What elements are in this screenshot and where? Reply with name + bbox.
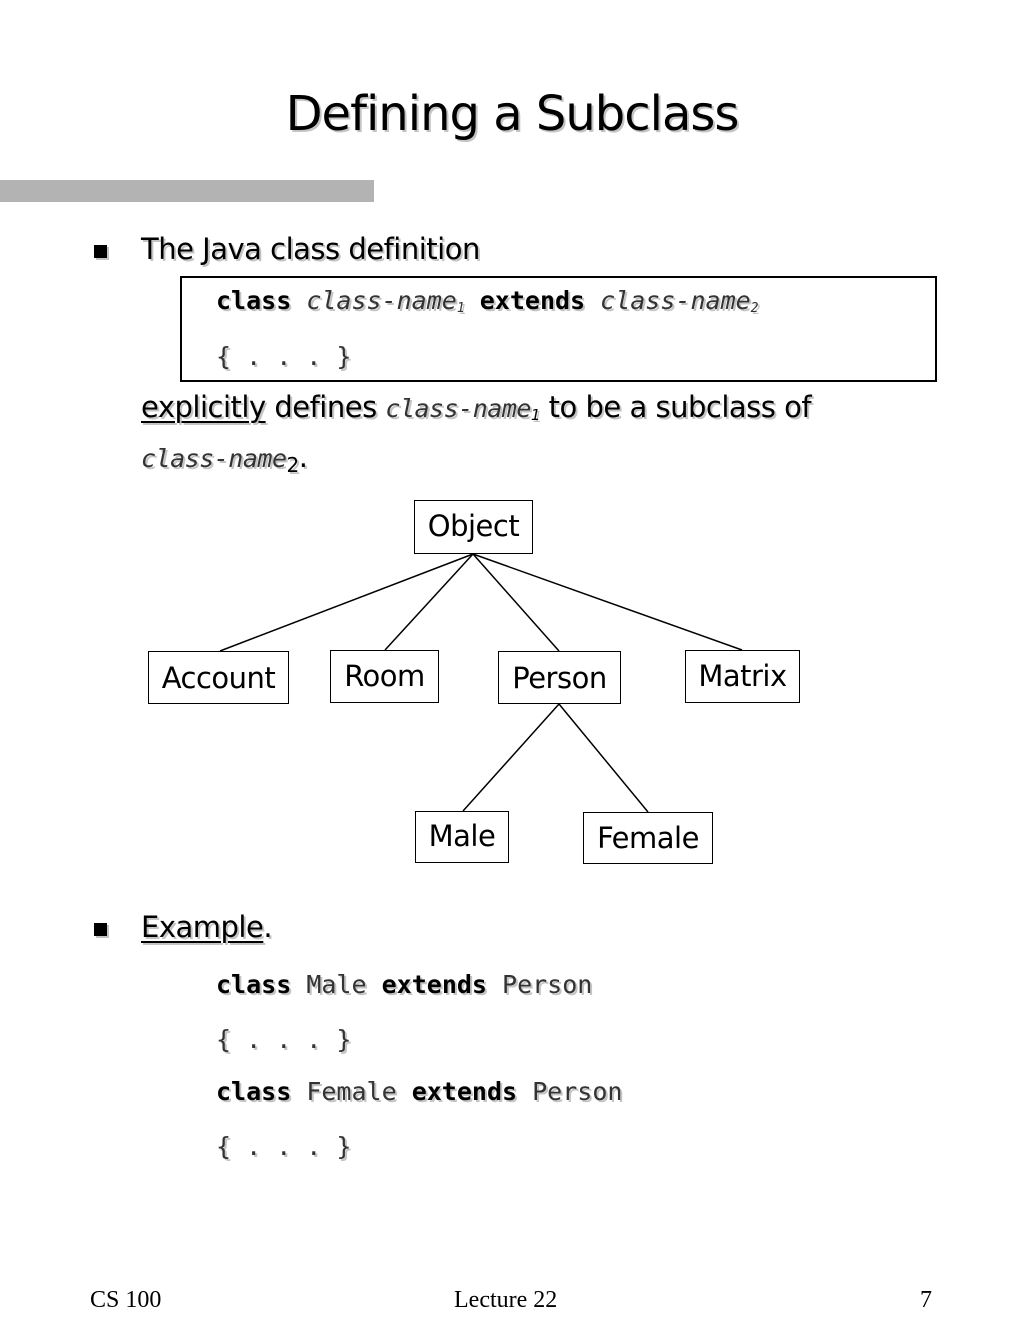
footer-course: CS 100 (90, 1287, 162, 1313)
edge-object-room (385, 554, 473, 650)
example-label: Example (141, 910, 264, 944)
footer-page-number: 7 (920, 1287, 932, 1313)
keyword-extends: extends (479, 286, 586, 315)
example-period: . (263, 910, 273, 944)
edge-object-matrix (473, 554, 742, 650)
class-name-2: class-name (600, 286, 751, 315)
defines-word: defines (265, 390, 386, 424)
to-be-subclass-text: to be a subclass of (539, 390, 812, 424)
explicitly-word: explicitly (141, 390, 266, 424)
edge-person-female (559, 704, 648, 812)
example-body-female: { . . . } (216, 1132, 352, 1161)
example-body-male: { . . . } (216, 1025, 352, 1054)
example-line-female (216, 1077, 622, 1106)
page-title: Defining a Subclass (285, 86, 739, 142)
parent-class-person: Person (532, 1077, 623, 1106)
subscript-2: 2 (750, 301, 759, 316)
keyword-class: class (216, 970, 292, 999)
subscript-1: 1 (456, 301, 465, 316)
explanation-subscript-2: 2 (286, 453, 299, 477)
node-male: Male (415, 811, 509, 863)
node-object: Object (414, 500, 533, 554)
example-line-male (216, 970, 592, 999)
class-name-1: class-name (306, 286, 457, 315)
edge-object-account (220, 554, 473, 651)
keyword-class: class (216, 286, 292, 315)
example-heading (141, 910, 272, 944)
footer-lecture: Lecture 22 (454, 1287, 558, 1313)
node-account: Account (148, 651, 289, 704)
class-name-male: Male (306, 970, 367, 999)
keyword-extends: extends (411, 1077, 518, 1106)
bullet1-text: The Java class definition (141, 232, 480, 266)
keyword-extends: extends (381, 970, 487, 999)
explanation-class-name-2: class-name (141, 444, 287, 473)
explanation-class-name-1: class-name (385, 394, 531, 423)
explanation-period: . (298, 440, 308, 474)
node-female: Female (583, 812, 713, 864)
class-name-female: Female (306, 1077, 397, 1106)
explanation-subscript-1: 1 (530, 406, 540, 424)
bullet-square-icon (94, 923, 107, 936)
keyword-class: class (216, 1077, 292, 1106)
node-room: Room (330, 650, 439, 703)
edge-person-male (463, 704, 559, 811)
node-person: Person (498, 651, 621, 704)
parent-class-person: Person (502, 970, 593, 999)
node-matrix: Matrix (685, 650, 800, 703)
code-body-line: { . . . } (216, 342, 352, 371)
